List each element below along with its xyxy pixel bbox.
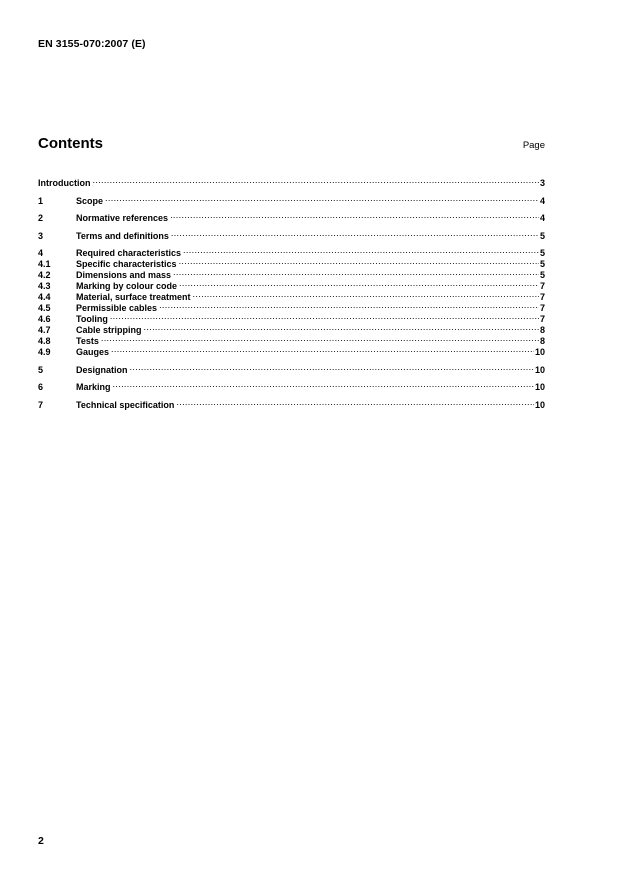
toc-entry-title: Permissible cables [76,303,158,313]
toc-leader-dots [93,175,539,186]
toc-entry-title: Cable stripping [76,325,142,335]
toc-leader-dots [111,344,534,355]
toc-entry-title: Scope [76,195,104,206]
toc-entry-title: Dimensions and mass [76,270,172,280]
toc-entry-gauges[interactable] [38,344,545,355]
toc-leader-dots [170,210,539,221]
page-number: 2 [38,835,44,847]
toc-leader-dots [179,256,539,267]
toc-entry-number: 4.8 [38,336,51,346]
toc-entry-tooling[interactable] [38,311,545,322]
toc-entry-number: 4.3 [38,281,51,291]
toc-entry-title: Gauges [76,347,110,357]
toc-entry-title: Marking by colour code [76,281,178,291]
toc-entry-page: 10 [534,364,545,375]
toc-entry-title: Tooling [76,314,108,324]
toc-entry-title: Introduction [38,178,91,188]
toc-entry-number: 5 [38,364,44,375]
toc-entry-scope[interactable] [38,193,545,204]
toc-entry-page: 10 [534,399,545,410]
toc-entry-page: 3 [539,178,545,188]
toc-entry-number: 4.5 [38,303,51,313]
toc-entry-title: Terms and definitions [76,230,169,241]
toc-entry-number: 6 [38,382,44,392]
toc-leader-dots [159,300,539,311]
toc-leader-dots [176,397,534,408]
toc-entry-number: 4.7 [38,325,51,335]
table-of-contents [38,175,545,408]
toc-entry-number: 4 [38,248,44,258]
toc-leader-dots [183,245,539,256]
toc-entry-page: 8 [539,336,545,346]
toc-leader-dots [105,193,539,204]
toc-entry-page: 4 [539,195,545,206]
toc-entry-number: 4.6 [38,314,51,324]
toc-entry-number: 4.9 [38,347,51,357]
toc-entry-introduction[interactable] [38,175,545,186]
toc-entry-title: Required characteristics [76,248,182,258]
toc-leader-dots [193,289,539,300]
toc-entry-cable-stripping[interactable] [38,322,545,333]
toc-entry-title: Tests [76,336,99,346]
toc-entry-required-characteristics[interactable] [38,245,545,256]
toc-leader-dots [113,379,534,390]
toc-entry-number: 4.2 [38,270,51,280]
toc-leader-dots [144,322,539,333]
toc-leader-dots [110,311,539,322]
toc-entry-page: 5 [539,259,545,269]
toc-entry-technical-specification[interactable] [38,397,545,408]
toc-entry-title: Normative references [76,213,169,223]
contents-title: Contents [38,135,103,152]
toc-entry-page: 5 [539,230,545,241]
toc-entry-page: 5 [539,270,545,280]
toc-entry-page: 7 [539,292,545,302]
toc-entry-number: 3 [38,230,44,241]
toc-entry-number: 7 [38,399,44,410]
toc-entry-title: Marking [76,382,111,392]
toc-entry-page: 7 [539,303,545,313]
toc-leader-dots [179,278,539,289]
toc-leader-dots [130,362,534,373]
toc-leader-dots [101,333,539,344]
toc-entry-page: 7 [539,314,545,324]
toc-entry-normative-references[interactable] [38,210,545,221]
toc-entry-title: Specific characteristics [76,259,177,269]
toc-entry-number: 4.4 [38,292,51,302]
toc-entry-marking[interactable] [38,379,545,390]
toc-entry-page: 8 [539,325,545,335]
toc-entry-page: 7 [539,281,545,291]
toc-leader-dots [171,228,539,239]
toc-entry-title: Technical specification [76,399,175,410]
toc-leader-dots [173,267,539,278]
toc-entry-terms-definitions[interactable] [38,228,545,239]
toc-entry-page: 5 [539,248,545,258]
page-column-label: Page [522,140,545,151]
toc-entry-title: Designation [76,364,128,375]
toc-entry-page: 10 [534,382,545,392]
toc-entry-title: Material, surface treatment [76,292,191,302]
toc-entry-tests[interactable] [38,333,545,344]
toc-entry-page: 10 [534,347,545,357]
toc-entry-number: 4.1 [38,259,51,269]
toc-entry-page: 4 [539,213,545,223]
toc-entry-number: 1 [38,195,44,206]
toc-entry-number: 2 [38,213,44,223]
document-id-header: EN 3155-070:2007 (E) [38,38,146,50]
toc-entry-designation[interactable] [38,362,545,373]
